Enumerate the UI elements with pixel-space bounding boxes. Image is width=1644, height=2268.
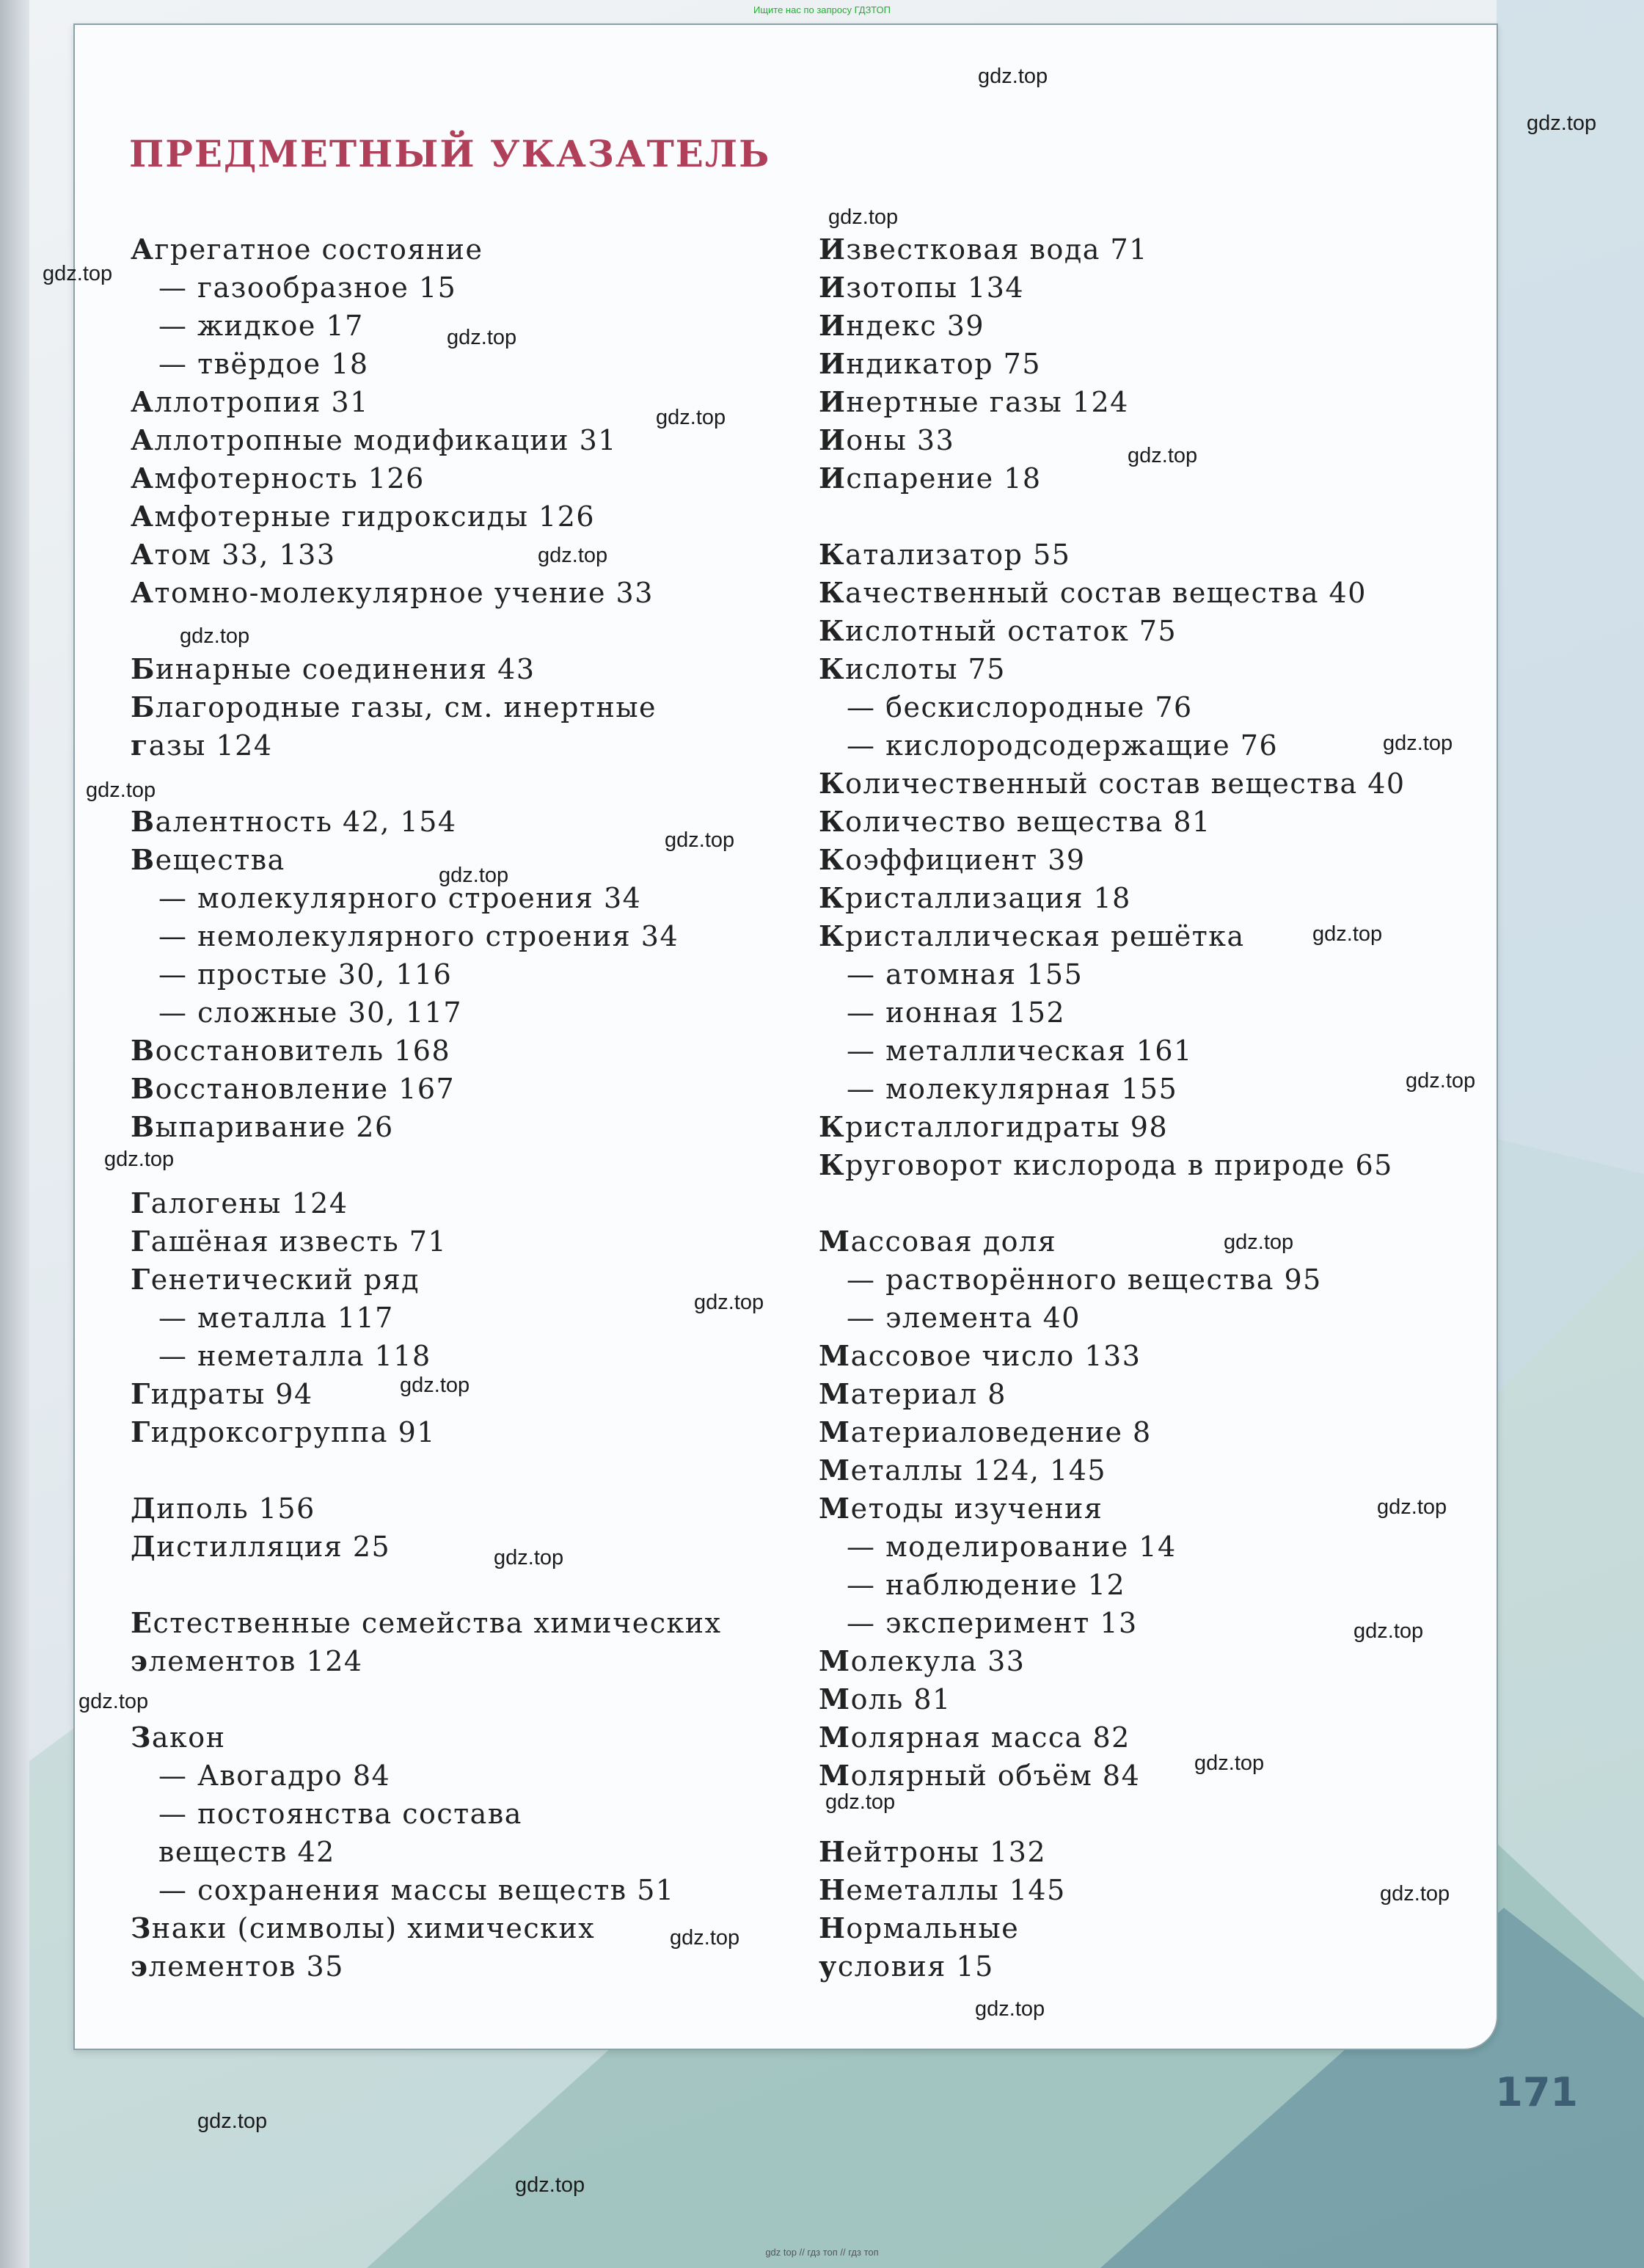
entry-initial: З xyxy=(131,1911,152,1944)
entry-initial: г xyxy=(131,729,149,762)
entry-initial: К xyxy=(819,576,846,609)
watermark-text: gdz.top xyxy=(665,828,735,852)
index-entry: Индекс 39 xyxy=(819,309,985,342)
section-gap xyxy=(819,1795,1479,1833)
index-subentry: — элемента 40 xyxy=(847,1302,1081,1334)
entry-initial: И xyxy=(819,309,847,342)
watermark-text: gdz.top xyxy=(1406,1069,1476,1093)
entry-initial: К xyxy=(819,1148,846,1181)
entry-initial: М xyxy=(819,1721,851,1754)
entry-initial: А xyxy=(131,423,155,456)
entry-initial: Д xyxy=(131,1492,157,1525)
index-subentry: — молекулярного строения 34 xyxy=(158,882,642,914)
watermark-text: gdz.top xyxy=(656,406,726,429)
index-entry: Массовое число 133 xyxy=(819,1339,1141,1372)
index-entry: Естественные семейства химических xyxy=(131,1606,722,1639)
index-entry: Молярный объём 84 xyxy=(819,1759,1141,1792)
index-entry: Круговорот кислорода в природе 65 xyxy=(819,1148,1393,1181)
index-entry: Молярная масса 82 xyxy=(819,1721,1130,1754)
index-entry: Качественный состав вещества 40 xyxy=(819,576,1367,609)
index-entry: Кристаллогидраты 98 xyxy=(819,1110,1169,1143)
entry-initial: у xyxy=(819,1950,838,1983)
watermark-text: gdz.top xyxy=(1353,1619,1424,1643)
watermark-text: gdz.top xyxy=(104,1148,175,1171)
index-subentry: — жидкое 17 xyxy=(158,310,364,342)
index-entry: газы 124 xyxy=(131,729,273,762)
entry-initial: Н xyxy=(819,1835,847,1868)
entry-initial: И xyxy=(819,347,847,380)
entry-initial: В xyxy=(131,1072,156,1105)
entry-initial: М xyxy=(819,1454,851,1487)
entry-initial: А xyxy=(131,576,155,609)
index-entry: Нейтроны 132 xyxy=(819,1835,1047,1868)
watermark-text: gdz.top xyxy=(978,65,1048,88)
watermark-text: gdz.top xyxy=(1224,1230,1294,1254)
index-subentry: — постоянства состава xyxy=(158,1798,522,1830)
watermark-text: gdz.top xyxy=(825,1790,896,1814)
index-entry: Галогены 124 xyxy=(131,1186,348,1219)
watermark-text: gdz.top xyxy=(78,1690,149,1713)
entry-initial: К xyxy=(819,843,846,876)
watermark-text: gdz.top xyxy=(180,624,250,648)
index-entry: Бинарные соединения 43 xyxy=(131,652,536,685)
watermark-text: gdz.top xyxy=(1527,112,1597,135)
entry-initial: М xyxy=(819,1415,851,1448)
watermark-text: gdz.top xyxy=(1194,1751,1265,1775)
index-entry: Генетический ряд xyxy=(131,1263,420,1296)
entry-initial: З xyxy=(131,1721,152,1754)
index-entry: Амфотерность 126 xyxy=(131,462,425,495)
index-entry: Аллотропия 31 xyxy=(131,385,369,418)
index-entry: Гидроксогруппа 91 xyxy=(131,1415,436,1448)
index-subentry: — ионная 152 xyxy=(847,996,1066,1029)
bottom-banner-note: gdz top // гдз топ // гдз топ xyxy=(765,2247,879,2258)
index-entry: Ионы 33 xyxy=(819,423,955,456)
section-gap xyxy=(131,1566,791,1604)
entry-initial: К xyxy=(819,805,846,838)
index-entry: Нормальные xyxy=(819,1911,1020,1944)
index-entry: элементов 35 xyxy=(131,1950,344,1983)
index-entry: Атом 33, 133 xyxy=(131,538,336,571)
page-title: ПРЕДМЕТНЫЙ УКАЗАТЕЛЬ xyxy=(129,132,771,175)
index-subentry: — Авогадро 84 xyxy=(158,1760,391,1792)
watermark-text: gdz.top xyxy=(1383,732,1453,755)
index-subentry: — сложные 30, 117 xyxy=(158,996,463,1029)
index-entry: Неметаллы 145 xyxy=(819,1873,1066,1906)
section-gap xyxy=(131,765,791,803)
index-entry: Восстановление 167 xyxy=(131,1072,456,1105)
entry-initial: Б xyxy=(131,690,156,723)
watermark-text: gdz.top xyxy=(538,544,608,567)
index-entry: Амфотерные гидроксиды 126 xyxy=(131,500,596,533)
entry-initial: Н xyxy=(819,1873,847,1906)
entry-initial: И xyxy=(819,462,847,495)
index-entry: Благородные газы, см. инертные xyxy=(131,690,657,723)
index-subentry: — металла 117 xyxy=(158,1302,394,1334)
index-subentry: веществ 42 xyxy=(158,1836,335,1868)
section-gap xyxy=(819,497,1479,536)
entry-initial: М xyxy=(819,1492,851,1525)
index-entry: Материаловедение 8 xyxy=(819,1415,1152,1448)
index-entry: Вещества xyxy=(131,843,285,876)
index-entry: Молекула 33 xyxy=(819,1644,1026,1677)
entry-initial: Н xyxy=(819,1911,847,1944)
index-subentry: — бескислородные 76 xyxy=(847,691,1193,723)
index-entry: Методы изучения xyxy=(819,1492,1103,1525)
entry-initial: М xyxy=(819,1377,851,1410)
index-entry: Испарение 18 xyxy=(819,462,1042,495)
entry-initial: А xyxy=(131,500,155,533)
watermark-text: gdz.top xyxy=(694,1291,764,1314)
entry-initial: К xyxy=(819,538,846,571)
entry-initial: И xyxy=(819,385,847,418)
index-entry: Изотопы 134 xyxy=(819,271,1025,304)
entry-initial: э xyxy=(131,1644,149,1677)
index-entry: Знаки (символы) химических xyxy=(131,1911,596,1944)
index-entry: Восстановитель 168 xyxy=(131,1034,451,1067)
entry-initial: э xyxy=(131,1950,149,1983)
entry-initial: Г xyxy=(131,1415,151,1448)
watermark-text: gdz.top xyxy=(1128,444,1198,467)
entry-initial: Е xyxy=(131,1606,153,1639)
watermark-text: gdz.top xyxy=(400,1374,470,1397)
index-left-column xyxy=(131,230,791,1986)
index-subentry: — немолекулярного строения 34 xyxy=(158,920,679,952)
index-entry: Кислоты 75 xyxy=(819,652,1006,685)
index-subentry: — неметалла 118 xyxy=(158,1340,431,1372)
index-entry: Аллотропные модификации 31 xyxy=(131,423,617,456)
index-entry: Закон xyxy=(131,1721,226,1754)
index-entry: Выпаривание 26 xyxy=(131,1110,394,1143)
index-subentry: — эксперимент 13 xyxy=(847,1607,1138,1639)
index-subentry: — сохранения массы веществ 51 xyxy=(158,1874,675,1906)
index-entry: Инертные газы 124 xyxy=(819,385,1129,418)
entry-initial: В xyxy=(131,805,156,838)
watermark-text: gdz.top xyxy=(1380,1882,1450,1906)
entry-initial: К xyxy=(819,919,846,952)
watermark-text: gdz.top xyxy=(515,2173,585,2197)
entry-initial: А xyxy=(131,538,155,571)
entry-initial: В xyxy=(131,1034,156,1067)
entry-initial: А xyxy=(131,233,155,266)
entry-initial: В xyxy=(131,1110,156,1143)
index-right-column xyxy=(819,230,1479,1986)
index-entry: Атомно-молекулярное учение 33 xyxy=(131,576,654,609)
index-entry: Кристаллизация 18 xyxy=(819,881,1131,914)
index-entry: элементов 124 xyxy=(131,1644,363,1677)
section-gap xyxy=(819,1184,1479,1222)
index-entry: Количество вещества 81 xyxy=(819,805,1211,838)
entry-initial: А xyxy=(131,462,155,495)
index-entry: Кислотный остаток 75 xyxy=(819,614,1177,647)
entry-initial: Б xyxy=(131,652,156,685)
entry-initial: К xyxy=(819,652,846,685)
index-entry: Диполь 156 xyxy=(131,1492,315,1525)
index-entry: Материал 8 xyxy=(819,1377,1007,1410)
index-entry: Валентность 42, 154 xyxy=(131,805,457,838)
entry-initial: И xyxy=(819,423,847,456)
entry-initial: Г xyxy=(131,1263,151,1296)
entry-initial: М xyxy=(819,1759,851,1792)
index-subentry: — моделирование 14 xyxy=(847,1531,1177,1563)
watermark-text: gdz.top xyxy=(670,1926,740,1950)
entry-initial: Г xyxy=(131,1186,151,1219)
index-subentry: — кислородсодержащие 76 xyxy=(847,729,1279,762)
entry-initial: И xyxy=(819,233,847,266)
watermark-text: gdz.top xyxy=(975,1997,1045,2021)
watermark-text: gdz.top xyxy=(447,326,517,349)
index-entry: условия 15 xyxy=(819,1950,994,1983)
entry-initial: Д xyxy=(131,1530,157,1563)
entry-initial: К xyxy=(819,1110,846,1143)
index-subentry: — атомная 155 xyxy=(847,958,1084,991)
entry-initial: К xyxy=(819,881,846,914)
entry-initial: Г xyxy=(131,1225,151,1258)
entry-initial: К xyxy=(819,614,846,647)
watermark-text: gdz.top xyxy=(86,779,156,802)
index-entry: Индикатор 75 xyxy=(819,347,1042,380)
entry-initial: В xyxy=(131,843,156,876)
index-subentry: — простые 30, 116 xyxy=(158,958,453,991)
index-entry: Агрегатное состояние xyxy=(131,233,483,266)
index-subentry: — молекулярная 155 xyxy=(847,1073,1178,1105)
watermark-text: gdz.top xyxy=(1377,1495,1447,1519)
section-gap xyxy=(131,1680,791,1718)
entry-initial: М xyxy=(819,1644,851,1677)
entry-initial: М xyxy=(819,1682,851,1715)
index-entry: Массовая доля xyxy=(819,1225,1057,1258)
index-entry: Металлы 124, 145 xyxy=(819,1454,1107,1487)
entry-initial: А xyxy=(131,385,155,418)
entry-initial: М xyxy=(819,1339,851,1372)
entry-initial: И xyxy=(819,271,847,304)
index-entry: Катализатор 55 xyxy=(819,538,1071,571)
index-subentry: — растворённого вещества 95 xyxy=(847,1264,1322,1296)
entry-initial: Г xyxy=(131,1377,151,1410)
index-entry: Гашёная известь 71 xyxy=(131,1225,447,1258)
index-subentry: — наблюдение 12 xyxy=(847,1569,1126,1601)
watermark-text: gdz.top xyxy=(439,864,509,887)
top-banner-note: Ищите нас по запросу ГДЗТОП xyxy=(753,4,891,15)
page-number: 171 xyxy=(1495,2069,1578,2115)
index-subentry: — твёрдое 18 xyxy=(158,348,369,380)
watermark-text: gdz.top xyxy=(197,2110,268,2133)
index-subentry: — газообразное 15 xyxy=(158,271,457,304)
index-entry: Известковая вода 71 xyxy=(819,233,1148,266)
index-entry: Кристаллическая решётка xyxy=(819,919,1245,952)
watermark-text: gdz.top xyxy=(828,205,899,229)
section-gap xyxy=(131,1451,791,1489)
entry-initial: М xyxy=(819,1225,851,1258)
index-entry: Моль 81 xyxy=(819,1682,951,1715)
index-entry: Дистилляция 25 xyxy=(131,1530,391,1563)
index-entry: Коэффициент 39 xyxy=(819,843,1086,876)
index-entry: Гидраты 94 xyxy=(131,1377,313,1410)
watermark-text: gdz.top xyxy=(494,1546,564,1569)
watermark-text: gdz.top xyxy=(43,262,113,285)
watermark-text: gdz.top xyxy=(1312,922,1383,946)
index-entry: Количественный состав вещества 40 xyxy=(819,767,1406,800)
section-gap xyxy=(131,1146,791,1184)
index-subentry: — металлическая 161 xyxy=(847,1035,1193,1067)
entry-initial: К xyxy=(819,767,846,800)
